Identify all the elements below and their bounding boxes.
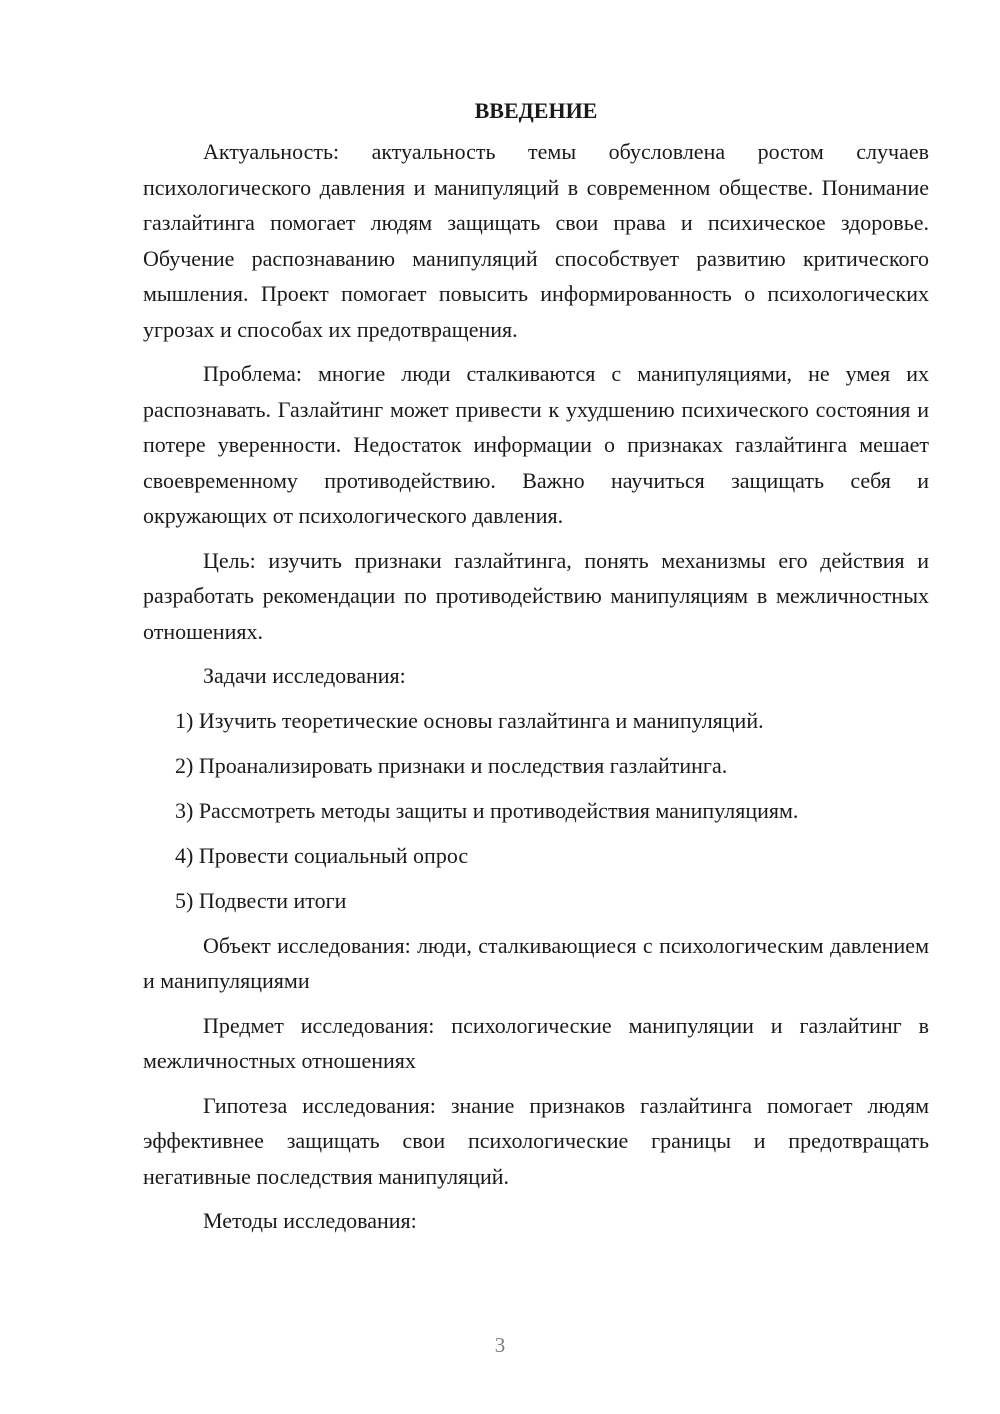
- page-number: 3: [494, 1333, 506, 1357]
- goal-paragraph: Цель: изучить признаки газлайтинга, понять механизмы его действия и разработать рекомендации по противодействию манипуляциям в межличностных отношениях.: [143, 547, 929, 644]
- object-paragraph: Объект исследования: люди, сталкивающиеся с психологическим давлением и манипуляциями: [143, 932, 929, 993]
- list-item: 5) Подвести итоги: [175, 887, 347, 913]
- section-heading: ВВЕДЕНИЕ: [474, 98, 598, 123]
- list-item: 3) Рассмотреть методы защиты и противодействия манипуляциям.: [175, 797, 799, 823]
- relevance-paragraph: Актуальность: актуальность темы обусловлена ростом случаев психологического давления и манипуляций в современном обществе. Понимание газлайтинга помогает людям защищать свои права и психическое здоровье. Обучение распознаванию манипуляций способствует развитию критического мышления. Проект помогает повысить информированность о психологических угрозах и способах их предотвращения.: [143, 139, 929, 342]
- list-item: 1) Изучить теоретические основы газлайтинга и манипуляций.: [175, 707, 764, 733]
- problem-paragraph: Проблема: многие люди сталкиваются с манипуляциями, не умея их распознавать. Газлайтинг может привести к ухудшению психического состояния и потере уверенности. Недостаток информации о признаках газлайтинга мешает своевременному противодействию. Важно научиться защищать себя и окружающих от психологического давления.: [143, 361, 929, 528]
- methods-title: Методы исследования:: [203, 1208, 417, 1233]
- tasks-title: Задачи исследования:: [203, 663, 406, 688]
- list-item: 2) Проанализировать признаки и последствия газлайтинга.: [175, 752, 728, 778]
- list-item: 4) Провести социальный опрос: [175, 842, 469, 868]
- subject-paragraph: Предмет исследования: психологические манипуляции и газлайтинг в межличностных отношениях: [143, 1012, 929, 1073]
- hypothesis-paragraph: Гипотеза исследования: знание признаков газлайтинга помогает людям эффективнее защищать свои психологические границы и предотвращать негативные последствия манипуляций.: [143, 1092, 929, 1189]
- task-list: [143, 703, 929, 919]
- page-content: [143, 94, 929, 1248]
